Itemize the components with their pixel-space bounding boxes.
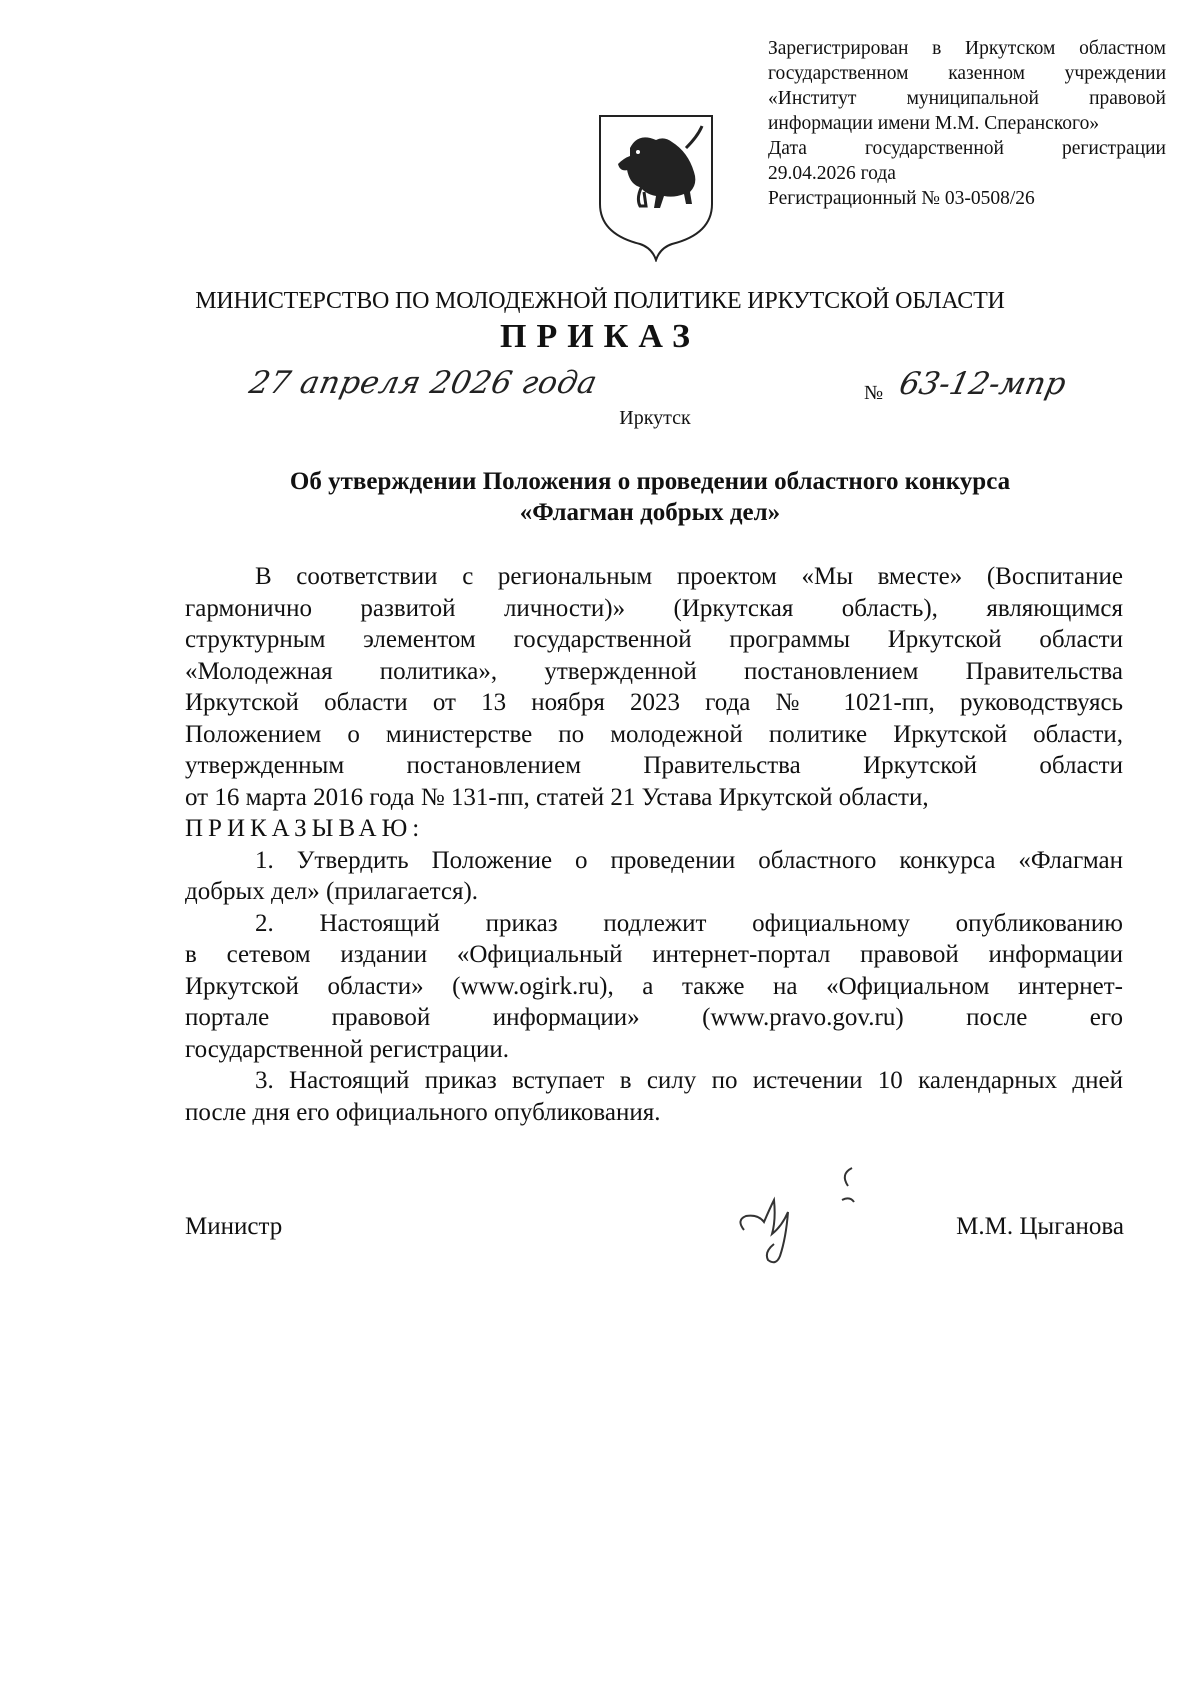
- item-2-line: Иркутской области» (www.ogirk.ru), а также на «Официальном интернет-: [185, 972, 1123, 1000]
- signatory-name: М.М. Цыганова: [956, 1213, 1124, 1240]
- subject-line: Об утверждении Положения о проведении областного конкурса: [289, 468, 1011, 495]
- document-subject: [180, 466, 1120, 528]
- item-3-line: 3. Настоящий приказ вступает в силу по истечении 10 календарных дней: [255, 1067, 1123, 1094]
- registration-stamp: [768, 36, 1166, 211]
- number-label: №: [864, 382, 884, 404]
- handwritten-date: 27 апреля 2026 года: [246, 365, 601, 401]
- registration-line: Дата государственной регистрации: [768, 138, 1166, 159]
- subject-line: «Флагман добрых дел»: [519, 499, 781, 526]
- item-3-line: после дня его официального опубликования.: [185, 1098, 661, 1126]
- irkutsk-coat-of-arms-icon: [594, 112, 718, 262]
- order-word: ПРИКАЗЫВАЮ:: [185, 815, 425, 842]
- signatory-position: Министр: [185, 1213, 283, 1240]
- item-2-line: 2. Настоящий приказ подлежит официальному опубликованию: [255, 909, 1123, 937]
- handwritten-document-number: 63-12-мпр: [896, 366, 1070, 402]
- registration-line: государственном казенном учреждении: [768, 63, 1166, 84]
- item-1-line: добрых дел» (прилагается).: [185, 878, 479, 905]
- body-line: утвержденным постановлением Правительства Иркутской области: [185, 752, 1123, 779]
- body-line: структурным элементом государственной программы Иркутской области: [185, 626, 1123, 653]
- city-name: Иркутск: [619, 407, 691, 429]
- body-line: Положением о министерстве по молодежной политике Иркутской области,: [185, 720, 1123, 748]
- document-body: [185, 561, 1123, 1128]
- item-2-line: в сетевом издании «Официальный интернет-портал правовой информации: [185, 941, 1123, 968]
- handwritten-signature: [730, 1160, 890, 1270]
- registration-date: 29.04.2026 года: [768, 163, 896, 184]
- body-line: Иркутской области от 13 ноября 2023 года № 1021-пп, руководствуясь: [185, 689, 1123, 716]
- registration-line: информации имени М.М. Сперанского»: [768, 113, 1100, 134]
- body-line: гармонично развитой личности)» (Иркутская область), являющимся: [185, 594, 1123, 622]
- ministry-name: МИНИСТЕРСТВО ПО МОЛОДЕЖНОЙ ПОЛИТИКЕ ИРКУТСКОЙ ОБЛАСТИ: [195, 288, 1005, 314]
- item-2-line: государственной регистрации.: [185, 1035, 509, 1063]
- registration-line: «Институт муниципальной правовой: [768, 88, 1166, 109]
- registration-line: Зарегистрирован в Иркутском областном: [768, 38, 1166, 59]
- item-1-line: 1. Утвердить Положение о проведении областного конкурса «Флагман: [255, 846, 1123, 874]
- registration-number: Регистрационный № 03-0508/26: [768, 188, 1035, 209]
- body-line: В соответствии с региональным проектом «Мы вместе» (Воспитание: [255, 563, 1123, 590]
- body-line: от 16 марта 2016 года № 131-пп, статей 21 Устава Иркутской области,: [185, 783, 929, 811]
- item-2-line: портале правовой информации» (www.pravo.gov.ru) после его: [185, 1004, 1123, 1031]
- body-line: «Молодежная политика», утвержденной постановлением Правительства: [185, 657, 1123, 685]
- document-type-title: ПРИКАЗ: [500, 318, 700, 355]
